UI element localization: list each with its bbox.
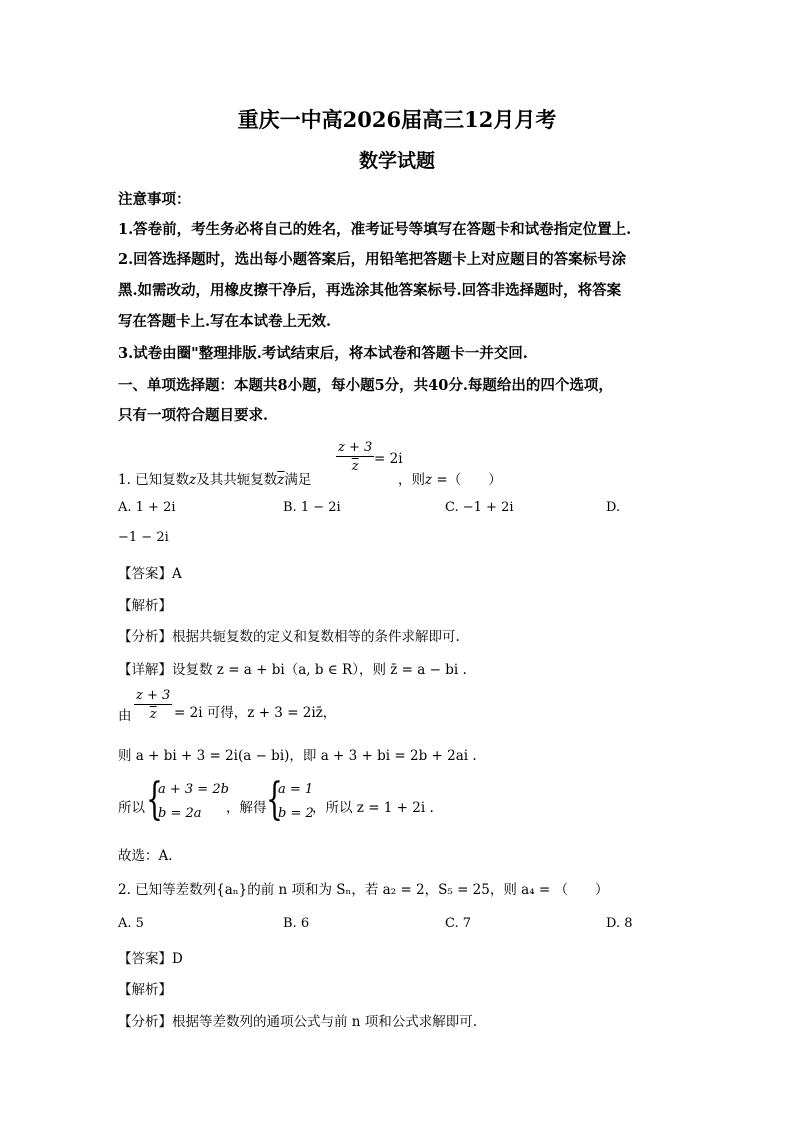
q1-option-b: B. 1 − 2i [283, 500, 341, 515]
q1-mid-2: 满足 [284, 472, 312, 488]
notice-item-2-line-1: 2.回答选择题时，选出每小题答案后，用铅笔把答题卡上对应题目的答案标号涂 [118, 251, 627, 268]
notice-heading: 注意事项： [118, 191, 191, 208]
q2-answer: 【答案】D [118, 951, 183, 967]
section-heading-line-1: 一、单项选择题：本题共8小题，每小题5分，共40分.每题给出的四个选项， [118, 377, 613, 394]
q1-stem [118, 468, 311, 488]
q1-system2-brace: { [266, 774, 283, 825]
q2-analysis-title: 【解析】 [118, 982, 172, 998]
q1-option-c: C. −1 + 2i [445, 500, 514, 515]
q2-option-d: D. 8 [606, 916, 633, 931]
q1-suffix-z: z = [425, 472, 448, 488]
q2-option-a: A. 5 [118, 916, 144, 931]
q1-conclusion: 故选：A. [118, 848, 173, 864]
q1-suffix-a: ，则 [398, 472, 425, 488]
q1-suffix-b: （ ） [447, 472, 502, 488]
q1-step1-rhs: = 2i 可得，z + 3 = 2iz̄， [174, 705, 337, 721]
q1-detail-text: 设复数 z = a + bi（a, b ∈ R），则 z̄ = a − bi . [172, 662, 467, 678]
q1-answer: 【答案】A [118, 566, 182, 582]
q1-var-z: z [189, 472, 197, 488]
q1-system1-brace: { [146, 774, 163, 825]
q2-stem: 2. 已知等差数列{aₙ}的前 n 项和为 Sₙ，若 a₂ = 2，S₅ = 25，则 a₄ = （ ） [118, 882, 609, 898]
notice-item-2-line-3: 写在答题卡上.写在本试卷上无效. [118, 313, 332, 330]
q1-fraction-denominator: z [351, 459, 359, 474]
q1-step1-fraction-denominator: z [149, 707, 157, 722]
q1-fraction-bar [336, 456, 374, 457]
q2-option-c: C. 7 [445, 916, 472, 931]
q2-analysis: 【分析】根据等差数列的通项公式与前 n 项和公式求解即可. [118, 1014, 478, 1030]
notice-item-2-line-2: 黑.如需改动，用橡皮擦干净后，再选涂其他答案标号.回答非选择题时，将答案 [118, 282, 622, 299]
q1-fraction [336, 440, 374, 474]
exam-subtitle: 数学试题 [358, 150, 435, 172]
q1-step3-prefix: 所以 [118, 800, 145, 816]
notice-item-3: 3.试卷由圈"整理排版.考试结束后，将本试卷和答题卡一并交回. [118, 345, 528, 362]
q1-var-zbar: $\overline{z}$ [277, 472, 285, 488]
q1-step2: 则 a + bi + 3 = 2i(a − bi)，即 a + 3 + bi = 2b + 2ai . [118, 748, 477, 764]
notice-item-1: 1.答卷前，考生务必将自己的姓名，准考证号等填写在答题卡和试卷指定位置上. [118, 221, 632, 238]
q1-prefix: 1. 已知复数 [118, 472, 190, 488]
q1-fraction-rhs: = 2i [374, 451, 403, 467]
q1-step1-prefix: 由 [118, 708, 132, 724]
q2-option-b: B. 6 [283, 916, 310, 931]
section-heading-line-2: 只有一项符合题目要求. [118, 407, 269, 424]
q1-mid-1: 及其共轭复数 [196, 472, 278, 488]
q1-detail-label: 【详解】 [118, 662, 172, 678]
q1-system1-row2: b = 2a [158, 806, 202, 821]
q1-system1-row1: a + 3 = 2b [158, 782, 229, 797]
q1-step3-mid: ，解得 [226, 800, 267, 816]
q1-system2-row2: b = 2 [278, 806, 314, 821]
exam-title: 重庆一中高2026届高三12月月考 [237, 107, 557, 132]
q1-option-d-value: −1 − 2i [118, 530, 169, 545]
q1-analysis-title: 【解析】 [118, 598, 172, 614]
q1-step3-suffix: ，所以 z = 1 + 2i . [312, 800, 434, 816]
q1-system2-row1: a = 1 [278, 782, 314, 797]
q1-step1-fraction-numerator: z + 3 [136, 688, 171, 703]
q1-step1-fraction [134, 688, 172, 722]
q1-stem-suffix [398, 468, 502, 488]
q1-detail [118, 658, 467, 678]
q1-analysis: 【分析】根据共轭复数的定义和复数相等的条件求解即可. [118, 629, 460, 645]
q1-option-d-label: D. [606, 500, 621, 515]
q1-fraction-numerator: z + 3 [338, 440, 373, 455]
q1-step1-fraction-bar [134, 704, 172, 705]
q1-option-a: A. 1 + 2i [118, 500, 176, 515]
